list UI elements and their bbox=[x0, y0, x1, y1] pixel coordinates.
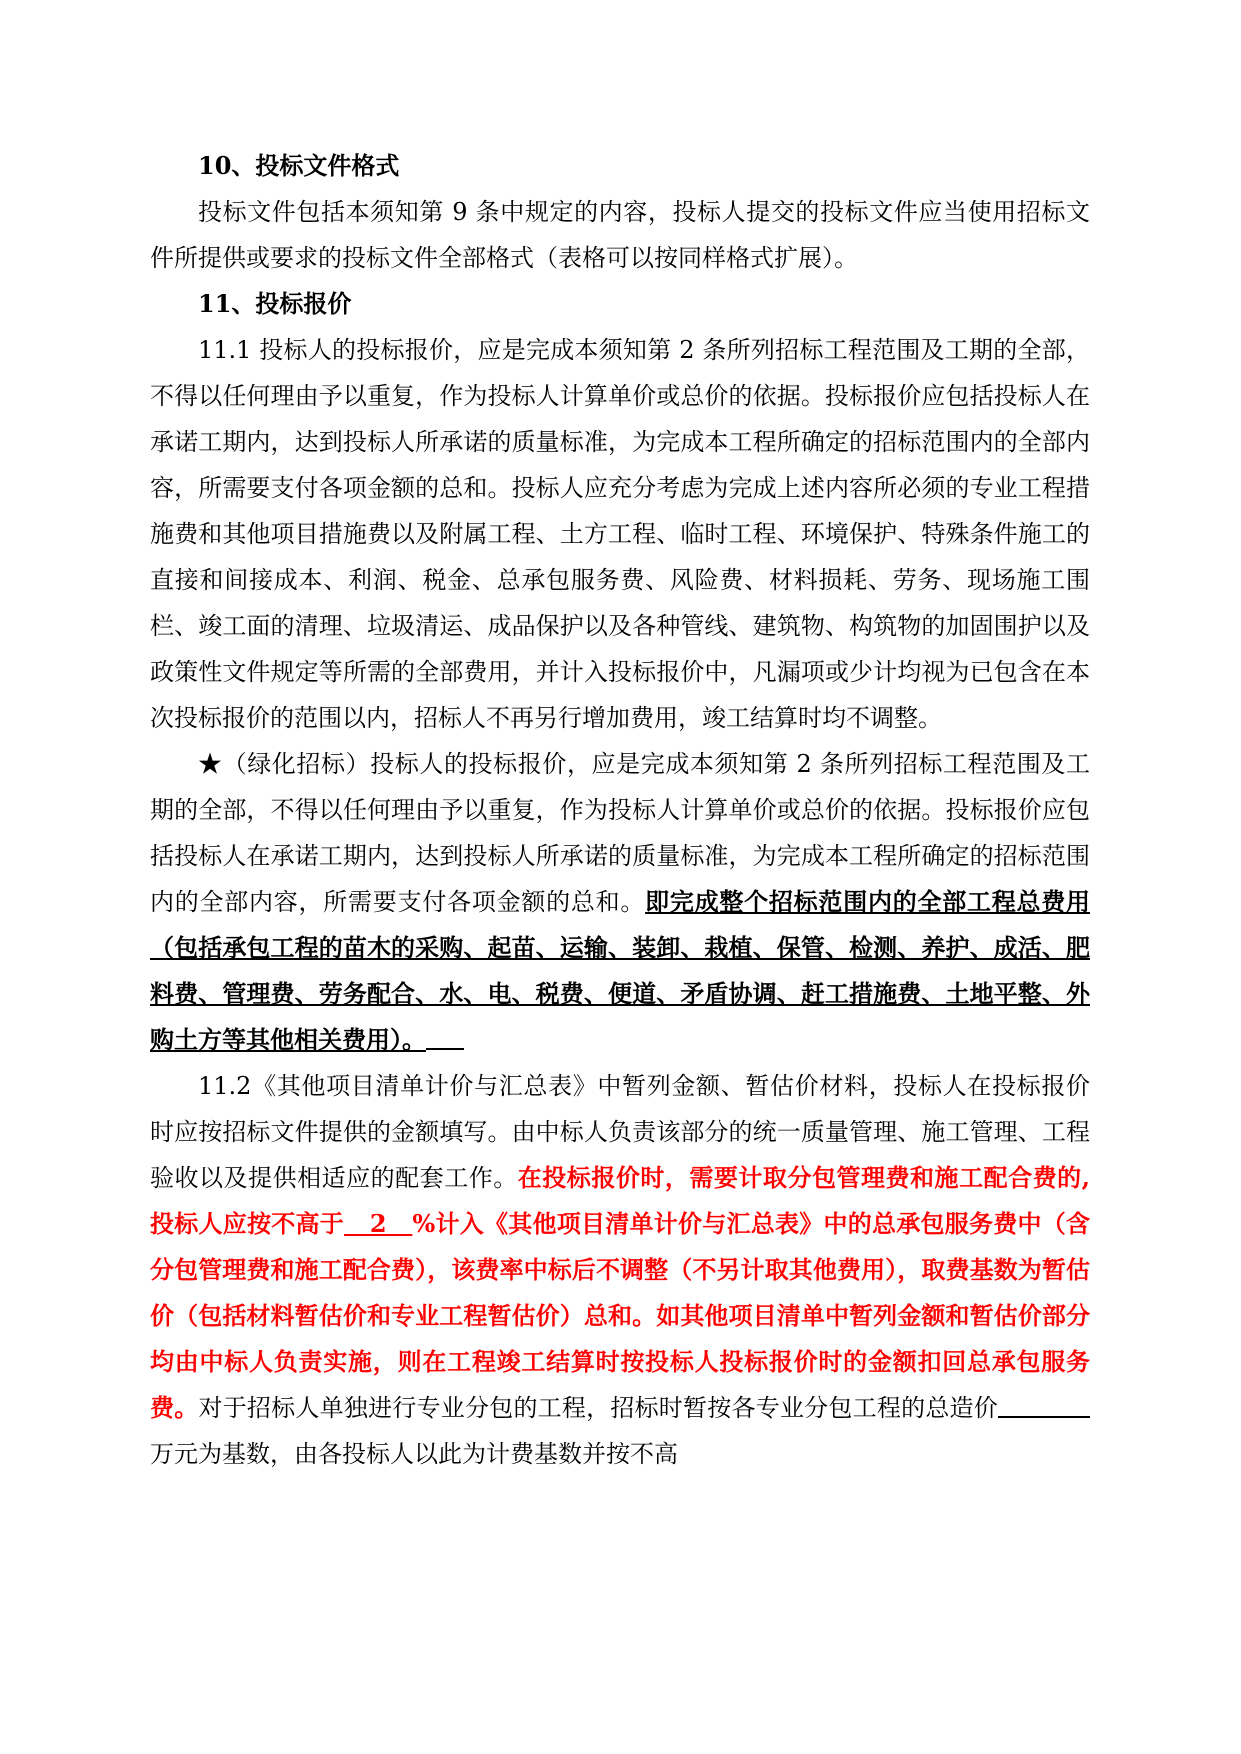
clause-11-2-paragraph bbox=[150, 1063, 1090, 1477]
subcontract-text-a: 对于招标人单独进行专业分包的工程，招标时暂按各专业分包工程的总造价 bbox=[198, 1394, 999, 1422]
section-10-paragraph: 投标文件包括本须知第 9 条中规定的内容，投标人提交的投标文件应当使用招标文件所提供或要求的投标文件全部格式（表格可以按同样格式扩展）。 bbox=[150, 198, 1090, 272]
service-fee-rate-field: 2 bbox=[344, 1209, 413, 1238]
document-page bbox=[150, 143, 1090, 1477]
clause-11-2-text: 11.2《其他项目清单计价与汇总表》中暂列金额、暂估价材料，投标人在投标报价时应按招标文件提供的金额填写。由中标人负责该部分的统一质量管理、施工管理、工程验收以及提供相适应的配套工作。 bbox=[150, 1072, 1090, 1192]
total-cost-blank-field bbox=[998, 1394, 1090, 1418]
section-10-heading: 10、投标文件格式 bbox=[198, 151, 400, 180]
greening-bid-text: ★（绿化招标）投标人的投标报价，应是完成本须知第 2 条所列招标工程范围及工期的全部，不得以任何理由予以重复，作为投标人计算单价或总价的依据。投标报价应包括投标人在承诺工期内，达到投标人所承诺的质量标准，为完成本工程所确定的招标范围内的全部内容，所需要支付各项金额的总和。 bbox=[150, 750, 1090, 916]
section-11-heading: 11、投标报价 bbox=[198, 289, 352, 318]
greening-bid-paragraph bbox=[150, 741, 1090, 1063]
clause-11-1-paragraph: 11.1 投标人的投标报价，应是完成本须知第 2 条所列招标工程范围及工期的全部，不得以任何理由予以重复，作为投标人计算单价或总价的依据。投标报价应包括投标人在承诺工期内，达到投标人所承诺的质量标准，为完成本工程所确定的招标范围内的全部内容，所需要支付各项金额的总和。投标人应充分考虑为完成上述内容所必须的专业工程措施费和其他项目措施费以及附属工程、土方工程、临时工程、环境保护、特殊条件施工的直接和间接成本、利润、税金、总承包服务费、风险费、材料损耗、劳务、现场施工围栏、竣工面的清理、垃圾清运、成品保护以及各种管线、建筑物、构筑物的加固围护以及政策性文件规定等所需的全部费用，并计入投标报价中，凡漏项或少计均视为已包含在本次投标报价的范围以内，招标人不再另行增加费用，竣工结算时均不调整。 bbox=[150, 336, 1090, 732]
service-fee-rule-a: 在投标报价时，需要计取分包管理费和施工配合费的,投标人应按不高于 bbox=[150, 1163, 1091, 1238]
service-fee-rule-b: %计入《其他项目清单计价与汇总表》中的总承包服务费中（含分包管理费和施工配合费），该费率中标后不调整（不另计取其他费用），取费基数为暂估价（包括材料暂估价和专业工程暂估价）总和。如其他项目清单中暂列金额和暂估价部分均由中标人负责实施，则在工程竣工结算时按投标人投标报价时的金额扣回总承包服务费。 bbox=[150, 1209, 1091, 1422]
subcontract-text-b: 万元为基数，由各投标人以此为计费基数并按不高 bbox=[150, 1440, 678, 1468]
total-cost-emphasis: 即完成整个招标范围内的全部工程总费用（包括承包工程的苗木的采购、起苗、运输、装卸、栽植、保管、检测、养护、成活、肥料费、管理费、劳务配合、水、电、税费、便道、矛盾协调、赶工措施费、土地平整、外购土方等其他相关费用）。 bbox=[150, 887, 1091, 1054]
underline-tail bbox=[426, 1026, 464, 1050]
